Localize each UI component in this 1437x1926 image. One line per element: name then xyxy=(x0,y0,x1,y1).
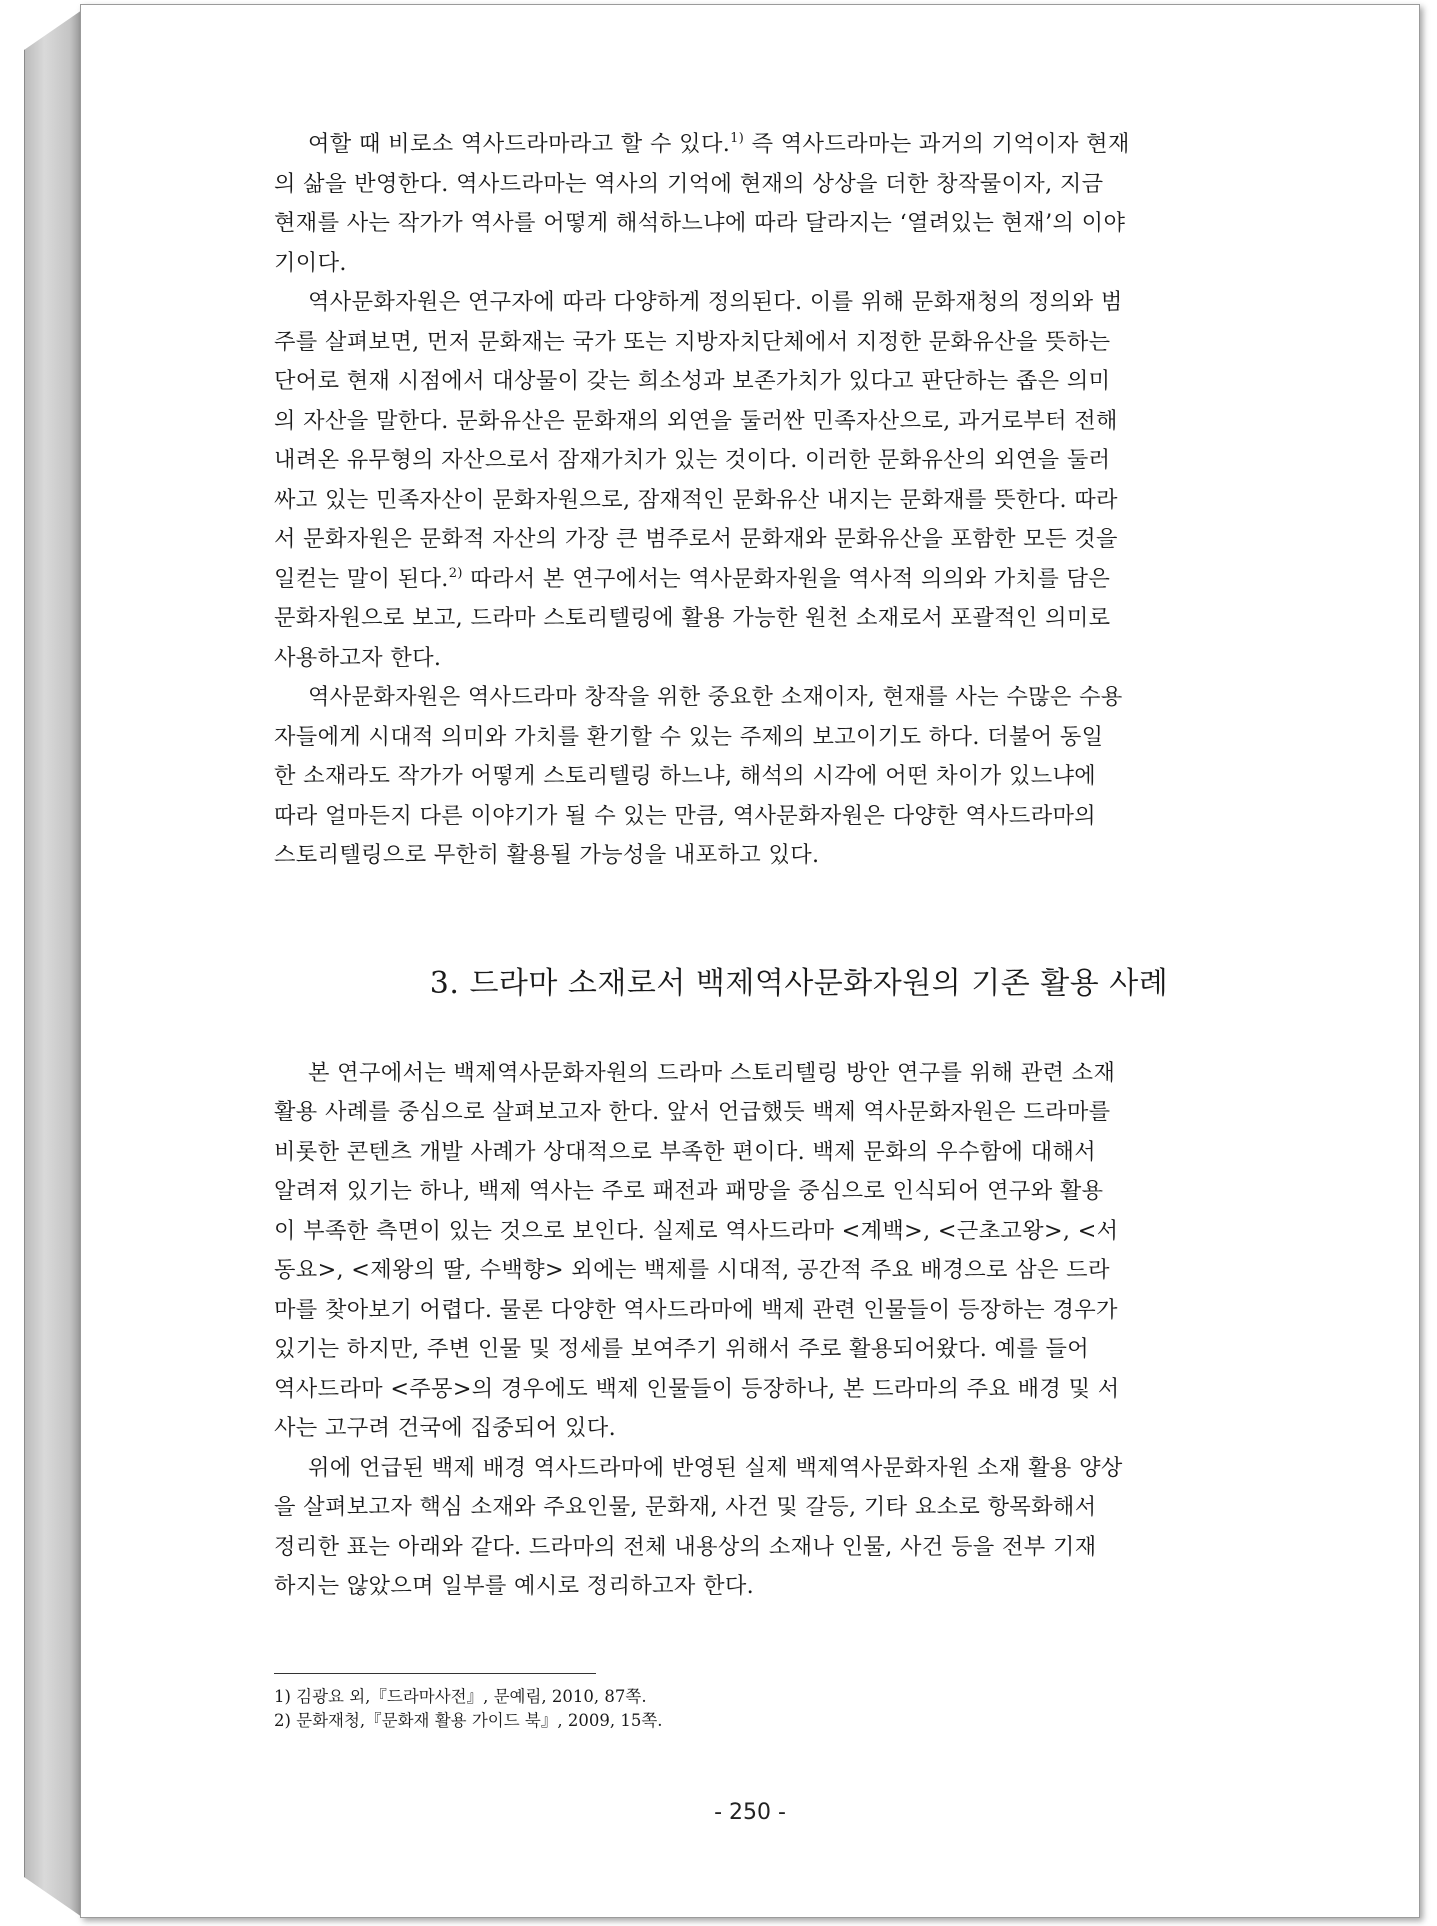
section-heading: 3. 드라마 소재로서 백제역사문화자원의 기존 활용 사례 xyxy=(429,965,1169,1001)
document-page xyxy=(80,4,1420,1918)
page-body xyxy=(274,125,1324,1607)
paragraph-text: 위에 언급된 백제 배경 역사드라마에 반영된 실제 백제역사문화자원 소재 활용 양상 을 살펴보고자 핵심 소재와 주요인물, 문화재, 사건 및 갈등, 기타 요소로 항목화해서 정리한 표는 아래와 같다. 드라마의 전체 내용상의 소재나 인물, 사건 등을 전부 기재 하지는 않았으며 일부를 예시로 정리하고자 한다. xyxy=(274,1454,1123,1599)
footnotes xyxy=(274,1685,663,1732)
paragraph-group-top xyxy=(274,125,1324,876)
footnote-reference: 2) xyxy=(448,565,463,581)
paragraph-text: 즉 역사드라마는 과거의 기억이자 현재 의 삶을 반영한다. 역사드라마는 역사의 기억에 현재의 상상을 더한 창작물이자, 지금 현재를 사는 작가가 역사를 어떻게 해석하느냐에 따라 달라지는 ‘열려있는 현재’의 이야 기이다. xyxy=(274,131,1130,276)
paragraph-text: 여할 때 비로소 역사드라마라고 할 수 있다. xyxy=(308,131,731,157)
footnote-divider xyxy=(274,1673,596,1674)
book-spine xyxy=(24,10,82,1917)
footnote-reference: 1) xyxy=(730,131,745,146)
paragraph-text: 따라서 본 연구에서는 역사문화자원을 역사적 의의와 가치를 담은 문화자원으로 보고, 드라마 스토리텔링에 활용 가능한 원천 소재로서 포괄적인 의미로 사용하고자 한다. xyxy=(274,565,1111,671)
paragraph-group-section xyxy=(274,1054,1324,1607)
paragraph-p4 xyxy=(274,1054,1324,1449)
paragraph-p5 xyxy=(274,1449,1324,1607)
footnote-1: 1) 김광요 외,『드라마사전』, 문예림, 2010, 87쪽. xyxy=(274,1687,647,1706)
footnote-2: 2) 문화재청,『문화재 활용 가이드 북』, 2009, 15쪽. xyxy=(274,1710,663,1730)
page-number: - 250 - xyxy=(714,1800,786,1825)
paragraph-text: 역사문화자원은 역사드라마 창작을 위한 중요한 소재이자, 현재를 사는 수많은 수용 자들에게 시대적 의미와 가치를 환기할 수 있는 주제의 보고이기도 하다. 더불어 동일 한 소재라도 작가가 어떻게 스토리텔링 하느냐, 해석의 시각에 어떤 차이가 있느냐에 따라 얼마든지 다른 이야기가 될 수 있는 만큼, 역사문화자원은 다양한 역사드라마의 스토리텔링으로 무한히 활용될 가능성을 내포하고 있다. xyxy=(274,684,1123,868)
paragraph-p2 xyxy=(274,283,1324,678)
paragraph-text: 역사문화자원은 연구자에 따라 다양하게 정의된다. 이를 위해 문화재청의 정의와 범 주를 살펴보면, 먼저 문화재는 국가 또는 지방자치단체에서 지정한 문화유산을 뜻하는 단어로 현재 시점에서 대상물이 갖는 희소성과 보존가치가 있다고 판단하는 좁은 의미 의 자산을 말한다. 문화유산은 문화재의 외연을 둘러싼 민족자산으로, 과거로부터 전해 내려온 유무형의 자산으로서 잠재가치가 있는 것이다. 이러한 문화유산의 외연을 둘러 싸고 있는 민족자산이 문화자원으로, 잠재적인 문화유산 내지는 문화재를 뜻한다. 따라 서 문화자원은 문화적 자산의 가장 큰 범주로서 문화재와 문화유산을 포함한 모든 것을 일컫는 말이 된다. xyxy=(274,289,1123,592)
paragraph-p3 xyxy=(274,678,1324,876)
paragraph-p1 xyxy=(274,125,1324,283)
paragraph-text: 본 연구에서는 백제역사문화자원의 드라마 스토리텔링 방안 연구를 위해 관련 소재 활용 사례를 중심으로 살펴보고자 한다. 앞서 언급했듯 백제 역사문화자원은 드라마를 비롯한 콘텐츠 개발 사례가 상대적으로 부족한 편이다. 백제 문화의 우수함에 대해서 알려져 있기는 하나, 백제 역사는 주로 패전과 패망을 중심으로 인식되어 연구와 활용 이 부족한 측면이 있는 것으로 보인다. 실제로 역사드라마 <계백>, <근초고왕>, <서 동요>, <제왕의 딸, 수백향> 외에는 백제를 시대적, 공간적 주요 배경으로 삼은 드라 마를 찾아보기 어렵다. 물론 다양한 역사드라마에 백제 관련 인물들이 등장하는 경우가 있기는 하지만, 주변 인물 및 정세를 보여주기 위해서 주로 활용되어왔다. 예를 들어 역사드라마 <주몽>의 경우에도 백제 인물들이 등장하나, 본 드라마의 주요 배경 및 서 사는 고구려 건국에 집중되어 있다. xyxy=(274,1059,1120,1441)
